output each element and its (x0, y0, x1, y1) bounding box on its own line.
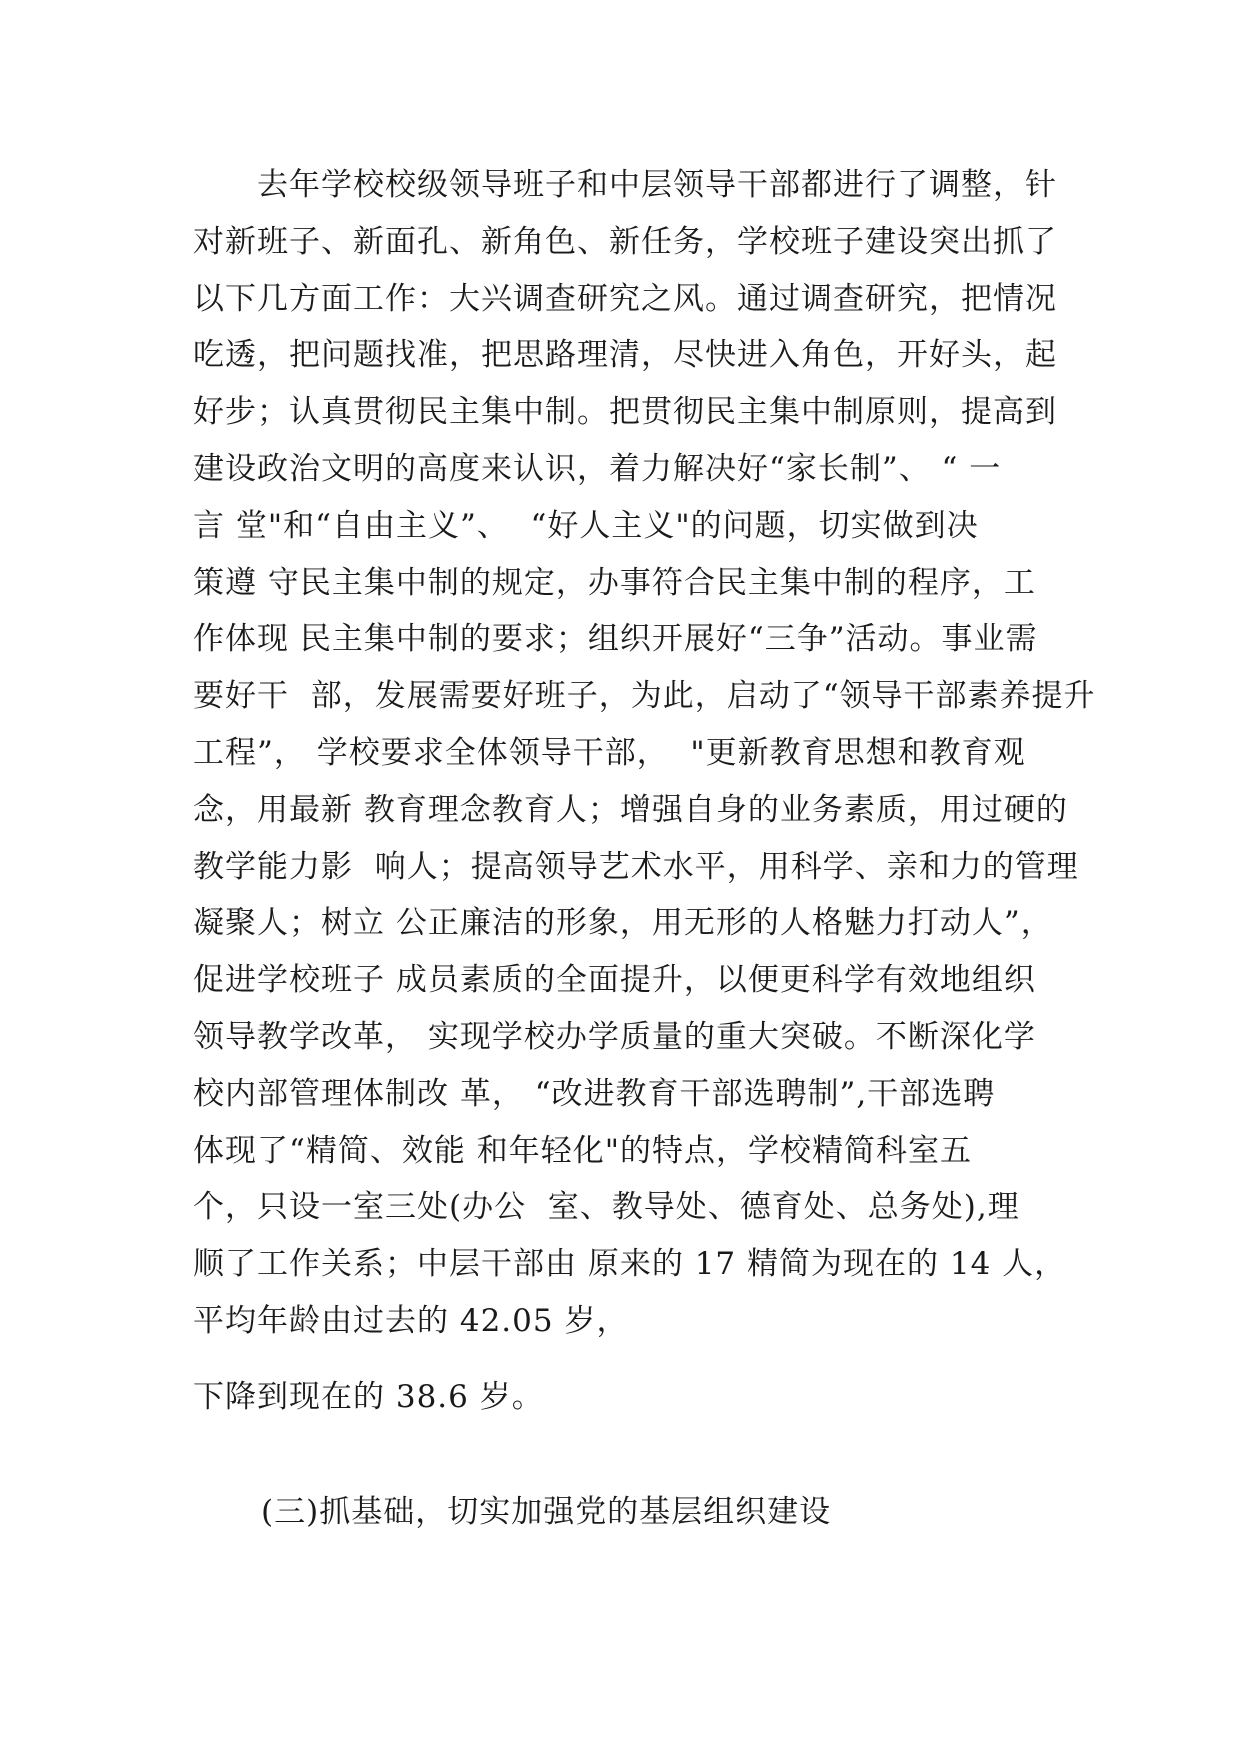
paragraph-line: 建设政治文明的高度来认识，着力解决好“家长制”、 “ 一 (193, 450, 1002, 487)
paragraph-line: 策遵 守民主集中制的规定，办事符合民主集中制的程序，工 (193, 564, 1036, 601)
paragraph-line: 促进学校班子 成员素质的全面提升，以便更科学有效地组织 (193, 962, 1036, 999)
paragraph-line: 对新班子、新面孔、新角色、新任务，学校班子建设突出抓了 (193, 223, 1057, 260)
paragraph-line: 以下几方面工作：大兴调查研究之风。通过调查研究，把情况 (193, 280, 1057, 317)
paragraph-line: 工程”， 学校要求全体领导干部， "更新教育思想和教育观 (193, 734, 1026, 771)
section-heading: (三)抓基础，切实加强党的基层组织建设 (261, 1494, 832, 1530)
paragraph-line: 领导教学改革， 实现学校办学质量的重大突破。不断深化学 (193, 1018, 1036, 1055)
paragraph-line: 个，只设一室三处(办公 室、教导处、德育处、总务处),理 (193, 1189, 1020, 1226)
paragraph-line: 要好干 部，发展需要好班子，为此，启动了“领导干部素养提升 (193, 678, 1096, 715)
paragraph-line: 好步；认真贯彻民主集中制。把贯彻民主集中制原则，提高到 (193, 394, 1057, 431)
paragraph-line: 教学能力影 响人；提高领导艺术水平，用科学、亲和力的管理 (193, 848, 1079, 885)
body-paragraph (193, 157, 1193, 1350)
paragraph-line: 顺了工作关系；中层干部由 原来的 17 精简为现在的 14 人， (193, 1246, 1067, 1283)
paragraph-line: 吃透，把问题找准，把思路理清，尽快进入角色，开好头，起 (193, 337, 1057, 374)
closing-line: 下降到现在的 38.6 岁。 (193, 1379, 544, 1415)
paragraph-line: 念，用最新 教育理念教育人；增强自身的业务素质，用过硬的 (193, 791, 1068, 828)
paragraph-line: 校内部管理体制改 革， “改进教育干部选聘制”,干部选聘 (193, 1075, 996, 1112)
paragraph-line: 去年学校校级领导班子和中层领导干部都进行了调整，针 (257, 167, 1057, 203)
paragraph-line: 言 堂"和“自由主义”、 “好人主义"的问题，切实做到决 (193, 507, 979, 544)
paragraph-line: 平均年龄由过去的 42.05 岁， (193, 1302, 629, 1339)
paragraph-line: 体现了“精简、效能 和年轻化"的特点，学校精简科室五 (193, 1132, 972, 1169)
paragraph-line: 凝聚人；树立 公正廉洁的形象，用无形的人格魅力打动人”， (193, 905, 1053, 942)
paragraph-line: 作体现 民主集中制的要求；组织开展好“三争”活动。事业需 (193, 621, 1038, 658)
